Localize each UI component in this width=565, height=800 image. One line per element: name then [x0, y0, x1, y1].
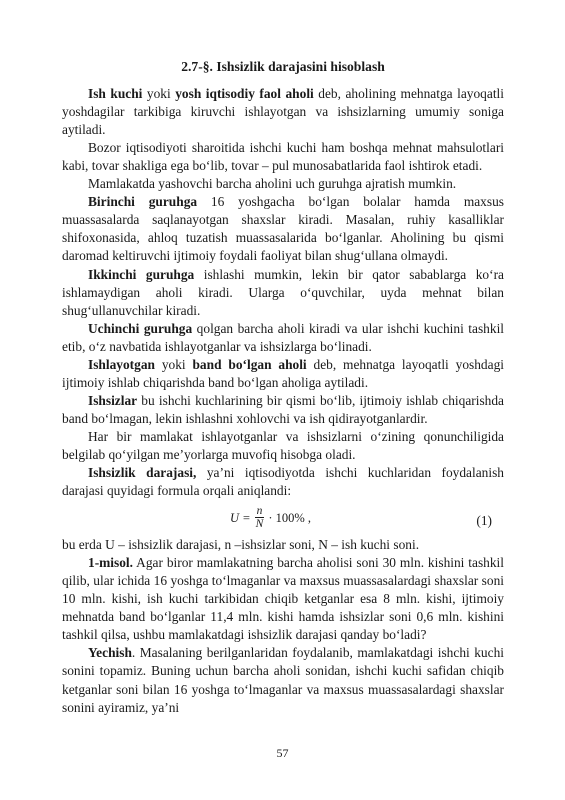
text: yoki — [154, 356, 193, 372]
term: Uchinchi guruhga — [88, 320, 193, 336]
paragraph-birinchi-guruh — [62, 193, 504, 265]
formula-denominator: N — [255, 518, 264, 531]
term: Birinchi guruhga — [88, 194, 198, 210]
formula-number: (1) — [476, 513, 492, 529]
paragraph-ish-kuchi — [62, 85, 504, 139]
text: deb, mehnatga layoqatli yoshdagi ijtimoiy ishlab chiqarishda band bo‘lgan aholiga aytiladi. — [62, 356, 504, 390]
paragraph-misol — [62, 554, 504, 644]
term: Ishlayotgan — [88, 356, 155, 372]
paragraph-ishsizlar — [62, 392, 504, 428]
term: Ikkinchi guruhga — [88, 266, 195, 282]
paragraph-uch-guruh: Mamlakatda yashovchi barcha aholini uch guruhga ajratish mumkin. — [88, 176, 457, 192]
text: bu ishchi kuchlarining bir qismi bo‘lib, ijtimoiy ishlab chiqarishda band bo‘lmagan, lekin ishlashni xohlovchi va ish qidirayotganlardir. — [62, 392, 504, 426]
term: 1-misol. — [88, 555, 134, 571]
paragraph-ishlayotgan — [62, 356, 504, 392]
term: yosh iqtisodiy faol aholi — [175, 86, 314, 102]
document-page — [62, 58, 504, 717]
paragraph-har-bir-mamlakat: Har bir mamlakat ishlayotganlar va ishsizlarni o‘zining qonunchiligida belgilab qo‘yilgan me’yorlarga muvofiq hisobga oladi. — [62, 428, 504, 462]
formula-fraction — [255, 505, 265, 530]
text: ishlashi mumkin, lekin bir qator sabablarga ko‘ra ishlamaydigan aholi kiradi. Ularga o‘quvchilar, uyda mehnat bilan shug‘ullanuvchilar kiradi. — [62, 266, 504, 318]
text: . Masalaning berilganlaridan foydalanib, mamlakatdagi ishchi kuchi sonini topamiz. Buning uchun barcha aholi sonidan, ishchi kuchi safidan chiqib ketganlar soni bilan 16 yoshga to‘lmaganlar va maxsus muassasalardagi shaxslar sonini ayiramiz, ya’ni — [62, 645, 504, 715]
text: ya’ni iqtisodiyotda ishchi kuchlaridan foydalanish darajasi quyidagi formula orqali aniqlandi: — [62, 465, 504, 499]
text: Agar biror mamlakatning barcha aholisi soni 30 mln. kishini tashkil qilib, ular ichida 16 yoshga to‘lmaganlar va maxsus muassasalardagi shaxslar soni 10 mln. kishi, ish kuchi tarkibidan chiqib ketganlar esa 8 mln. kishi, ijtimoiy mehnatda band bo‘lganlar 11,4 mln. kishi hamda ishsizlar soni 0,6 mln. kishini tashkil qilsa, ushbu mamlakatdagi ishsizlik darajasi qanday bo‘ladi? — [62, 555, 504, 643]
paragraph-uchinchi-guruh — [62, 320, 504, 356]
text: 16 yoshgacha bo‘lgan bolalar hamda maxsus muassasalarda saqlanayotgan shaxslar kiradi. Masalan, ruhiy kasalliklar shifoxonasida, ahloq tuzatish muassasalarida bo‘lganlar. Aholining bu qismi daromad keltiruvchi ijtimoiy foydali faoliyat bilan shug‘ullana olmaydi. — [62, 194, 504, 264]
paragraph-ishsizlik-darajasi — [62, 464, 504, 500]
section-title: 2.7-§. Ishsizlik darajasini hisoblash — [181, 59, 385, 74]
formula-expression — [230, 505, 311, 530]
formula-numerator: n — [256, 505, 263, 518]
paragraph-ikkinchi-guruh — [62, 266, 504, 320]
formula-rhs: · 100% , — [268, 510, 312, 525]
term: Ishsizlik darajasi, — [88, 465, 197, 481]
term: Ishsizlar — [88, 392, 138, 408]
term: Ish kuchi — [88, 86, 143, 102]
paragraph-yechish — [62, 644, 504, 716]
formula — [62, 502, 504, 536]
term: Yechish — [88, 645, 132, 661]
paragraph-bu-erda: bu erda U – ishsizlik darajasi, n –ishsizlar soni, N – ish kuchi soni. — [62, 537, 420, 553]
text: deb, aholining mehnatga layoqatli yoshdagilar tarkibiga kiruvchi ishlayotgan va ishsizlarning umumiy soniga aytiladi. — [62, 86, 504, 138]
paragraph-bozor: Bozor iqtisodiyoti sharoitida ishchi kuchi ham boshqa mehnat mahsulotlari kabi, tovar shakliga ega bo‘lib, tovar – pul munosabatlarida faol ishtirok etadi. — [62, 140, 504, 174]
term: band bo‘lgan aholi — [192, 356, 307, 372]
page-number: 57 — [276, 746, 289, 760]
text: qolgan barcha aholi kiradi va ular ishchi kuchini tashkil etib, o‘z navbatida ishlayotganlar va ishsizlarga bo‘linadi. — [62, 320, 505, 354]
formula-lhs: U = — [230, 510, 251, 525]
text: yoki — [142, 86, 176, 102]
